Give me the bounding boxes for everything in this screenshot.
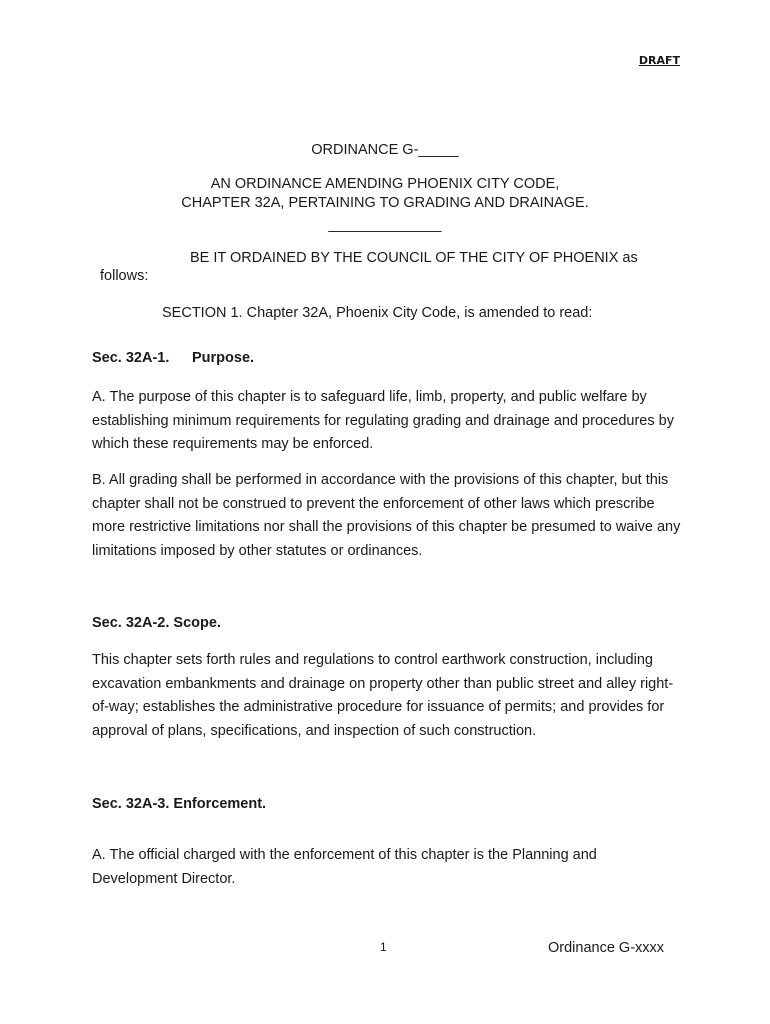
- section-heading-32a-3: Sec. 32A-3. Enforcement.: [92, 796, 267, 812]
- preamble-line2: follows:: [100, 268, 149, 284]
- page-number: 1: [380, 940, 387, 954]
- paragraph-enforcement-a: A. The official charged with the enforcement of this chapter is the Planning and Development Director.: [92, 847, 597, 887]
- ordinance-title-line1: AN ORDINANCE AMENDING PHOENIX CITY CODE,: [210, 176, 560, 192]
- section-number: Sec. 32A-1.: [92, 350, 170, 366]
- paragraph-scope: This chapter sets forth rules and regulations to control earthwork construction, including excavation embankments and drainage on property other than public street and alley right-of-way; establishes the administrative procedure for issuance of permits; and provides for approval of plans, specifications, and inspection of such construction.: [92, 652, 674, 739]
- ordinance-number: ORDINANCE G-_____: [311, 142, 459, 158]
- paragraph-purpose-b: B. All grading shall be performed in accordance with the provisions of this chapter, but this chapter shall not be construed to prevent the enforcement of other laws which prescribe more restrictive limitations nor shall the provisions of this chapter be presumed to waive any limitations imposed by other statutes or ordinances.: [92, 472, 681, 559]
- section-heading-32a-1: [92, 350, 254, 366]
- section1-statement: SECTION 1. Chapter 32A, Phoenix City Code, is amended to read:: [162, 305, 593, 321]
- ordinance-title-line2: CHAPTER 32A, PERTAINING TO GRADING AND DRAINAGE.: [181, 195, 589, 211]
- paragraph-purpose-a: A. The purpose of this chapter is to safeguard life, limb, property, and public welfare by establishing minimum requirements for regulating grading and drainage and procedures by which these requirements may be enforced.: [92, 389, 674, 452]
- preamble-line1: BE IT ORDAINED BY THE COUNCIL OF THE CITY OF PHOENIX as: [190, 250, 638, 266]
- title-rule: ______________: [328, 217, 442, 233]
- footer-ordinance-label: Ordinance G-xxxx: [548, 940, 665, 956]
- section-heading-32a-2: Sec. 32A-2. Scope.: [92, 615, 221, 631]
- section-title: Purpose.: [192, 350, 255, 366]
- draft-label: DRAFT: [638, 54, 680, 67]
